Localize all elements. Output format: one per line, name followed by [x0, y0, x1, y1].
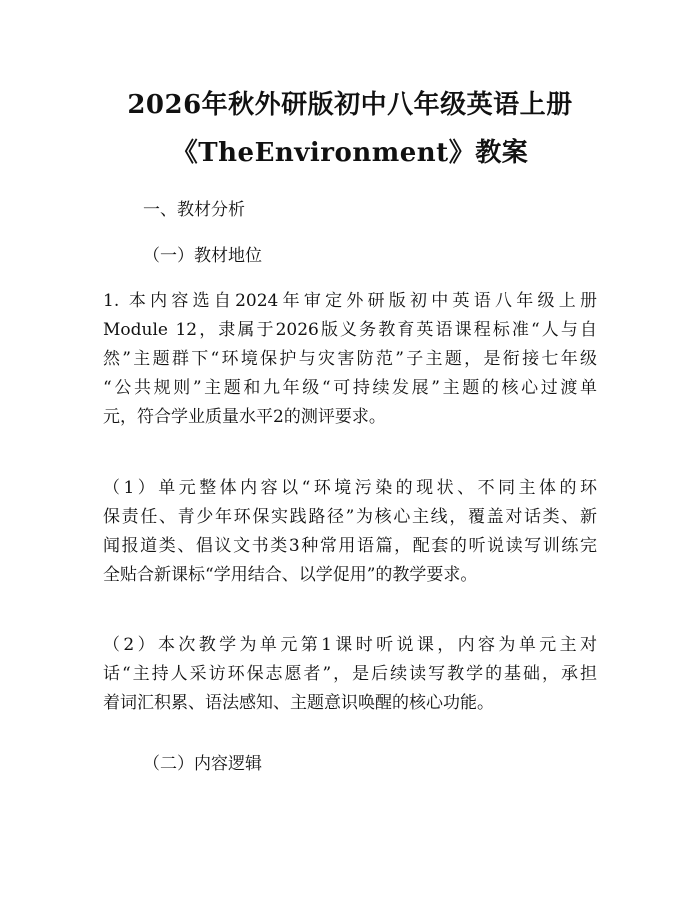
- paragraph-2-line: 保责任、青少年环保实践路径”为核心主线，覆盖对话类、新: [103, 507, 597, 527]
- subsection-heading-content-logic: （二）内容逻辑: [143, 754, 262, 774]
- document-title-line-1: 2026年秋外研版初中八年级英语上册: [127, 90, 573, 120]
- paragraph-3: [103, 631, 597, 718]
- section-heading-textbook-analysis: 一、教材分析: [143, 200, 245, 220]
- paragraph-2-line: 闻报道类、倡议文书类3种常用语篇，配套的听说读写训练完: [103, 536, 597, 556]
- paragraph-3-line: 着词汇积累、语法感知、主题意识唤醒的核心功能。: [103, 693, 494, 713]
- paragraph-3-line: 话“主持人采访环保志愿者”，是后续读写教学的基础，承担: [103, 664, 597, 684]
- paragraph-1-line: “公共规则”主题和九年级“可持续发展”主题的核心过渡单: [103, 378, 597, 398]
- paragraph-2-line: 全贴合新课标“学用结合、以学促用”的教学要求。: [103, 565, 478, 585]
- subsection-heading-textbook-position: （一）教材地位: [143, 246, 262, 266]
- paragraph-2: [103, 474, 597, 590]
- paragraph-1-line: 元，符合学业质量水平2的测评要求。: [103, 407, 386, 427]
- paragraph-1-line: Module 12，隶属于2026版义务教育英语课程标准“人与自: [103, 320, 597, 340]
- document-title-line-2: 《TheEnvironment》教案: [171, 138, 529, 168]
- paragraph-2-line: （1）单元整体内容以“环境污染的现状、不同主体的环: [103, 478, 597, 498]
- paragraph-1: [103, 287, 597, 432]
- paragraph-3-line: （2）本次教学为单元第1课时听说课，内容为单元主对: [103, 635, 597, 655]
- paragraph-1-line: 然”主题群下“环境保护与灾害防范”子主题，是衔接七年级: [103, 349, 597, 369]
- paragraph-1-line: 1. 本内容选自2024年审定外研版初中英语八年级上册: [103, 291, 597, 311]
